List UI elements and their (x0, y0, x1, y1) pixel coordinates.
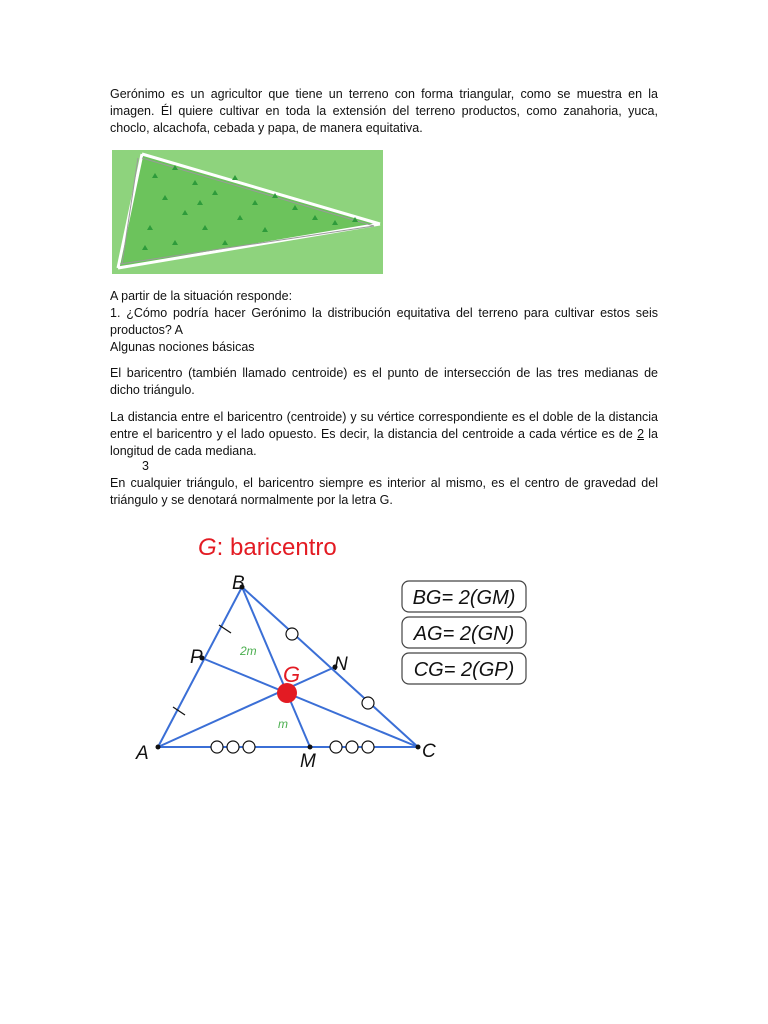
label-m: M (300, 751, 316, 772)
label-g: G (283, 662, 301, 687)
formula-cg: CG= 2(GP) (413, 659, 515, 681)
svg-text:G: baricentro (198, 534, 337, 561)
title-rest: : baricentro (216, 534, 337, 561)
centroid-property: En cualquier triángulo, el baricentro siempre es interior al mismo, es el centro de gravedad del triángulo y se denotará normalmente por la letra G. (110, 476, 658, 507)
fraction-numerator: 2 (637, 427, 645, 441)
label-p: P (190, 647, 203, 668)
label-b: B (232, 573, 245, 594)
section-heading: Algunas nociones básicas (110, 340, 255, 354)
distance-text-b: la longitud de cada mediana. (110, 427, 658, 458)
intro-paragraph: Gerónimo es un agricultor que tiene un terreno con forma triangular, como se muestra en la imagen. Él quiere cultivar en toda la extensión del terreno productos, como zanahoria, yuca, choclo, alcachofa, cebada y papa, de manera equitativa. (110, 87, 658, 135)
distance-paragraph (110, 409, 658, 460)
mark-circle-bc (286, 628, 298, 640)
label-c: C (422, 741, 436, 762)
formula-list (402, 581, 526, 684)
centroid-diagram (130, 525, 550, 775)
median-an (158, 667, 335, 747)
label-n: N (334, 654, 348, 675)
title-letter: G (198, 534, 217, 561)
formula-ag: AG= 2(GN) (413, 623, 515, 645)
fraction-denominator: 3 (142, 459, 149, 473)
label-m-segment: m (278, 717, 288, 731)
triangular-field-image (112, 150, 383, 274)
label-a: A (136, 743, 149, 764)
question-1: 1. ¿Cómo podría hacer Gerónimo la distribución equitativa del terreno para cultivar estos seis productos? A (110, 306, 658, 337)
formula-bg: BG= 2(GM) (412, 587, 516, 609)
mark-circle-nc (362, 697, 374, 709)
label-2m: 2m (240, 644, 257, 658)
centroid-definition: El baricentro (también llamado centroide) es el punto de intersección de las tres medianas de dicho triángulo. (110, 366, 658, 397)
median-cp (202, 658, 418, 747)
prompt-line: A partir de la situación responde: (110, 289, 293, 303)
distance-text-a: La distancia entre el baricentro (centroide) y su vértice correspondiente es el doble de la distancia entre el baricentro y el lado opuesto. Es decir, la distancia del centroide a cada vértice es de (110, 410, 658, 441)
